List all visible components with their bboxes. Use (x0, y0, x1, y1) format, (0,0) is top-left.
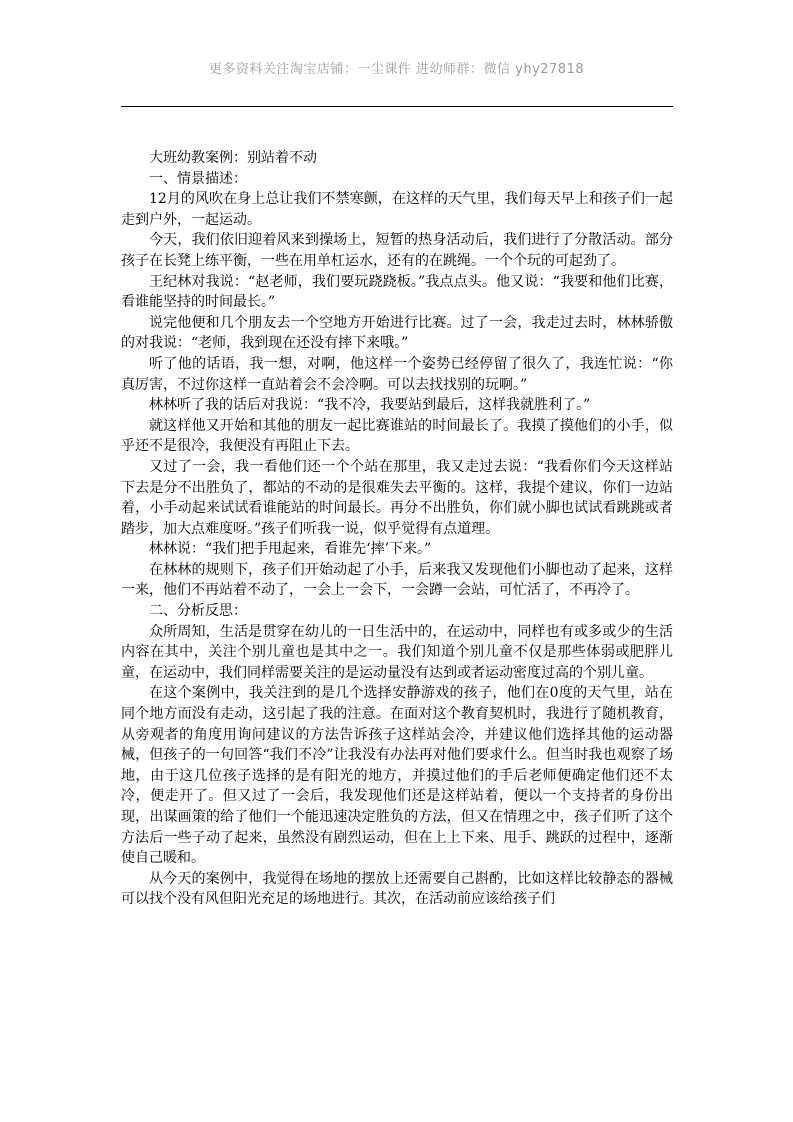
paragraph: 林林听了我的话后对我说：“我不冷，我要站到最后，这样我就胜利了。” (149, 397, 591, 414)
paragraph: 王纪林对我说：“赵老师，我们要玩跷跷板。”我点点头。他又说：“我要和他们比赛，看谁能坚持的时间最长。” (121, 273, 673, 311)
paragraph: 在林林的规则下，孩子们开始动起了小手，后来我又发现他们小脚也动了起来，这样一来，他们不再站着不动了，一会上一会下，一会蹲一会站，可忙活了，不再冷了。 (121, 561, 673, 599)
section-heading: 二、分析反思： (149, 603, 247, 620)
paragraph: 众所周知，生活是贯穿在幼儿的一日生活中的，在运动中，同样也有或多或少的生活内容在其中，关注个别儿童也是其中之一。我们知道个别儿童不仅是那些体弱或肥胖儿童，在运动中，我们同样需要关注的是运动量没有达到或者运动密度过高的个别儿童。 (121, 623, 673, 681)
paragraph: 在这个案例中，我关注到的是几个选择安静游戏的孩子，他们在0度的天气里，站在同个地方而没有走动，这引起了我的注意。在面对这个教育契机时，我进行了随机教育，从旁观者的角度用询问建议的方法告诉孩子这样站会冷，并建议他们选择其他的运动器械，但孩子的一句回答“我们不冷”让我没有办法再对他们要求什么。但当时我也观察了场地，由于这几位孩子选择的是有阳光的地方，并摸过他们的手后老师便确定他们还不太冷，便走开了。但又过了一会后，我发现他们还是这样站着，便以一个支持者的身份出现，出谋画策的给了他们一个能迅速决定胜负的方法，但又在情理之中，孩子们听了这个方法后一些子动了起来，虽然没有剧烈运动，但在上上下来、甩手、跳跃的过程中，逐渐使自己暖和。 (121, 685, 673, 867)
section-heading: 一、情景描述： (149, 170, 247, 187)
header-divider (121, 106, 673, 107)
paragraph: 就这样他又开始和其他的朋友一起比赛谁站的时间最长了。我摸了摸他们的小手，似乎还不是很冷，我便没有再阻止下去。 (121, 417, 673, 455)
paragraph: 听了他的话语，我一想，对啊，他这样一个姿势已经停留了很久了，我连忙说：“你真厉害，不过你这样一直站着会不会冷啊。可以去找找别的玩啊。” (121, 355, 673, 393)
paragraph: 说完他便和几个朋友去一个空地方开始进行比赛。过了一会，我走过去时，林林骄傲的对我说：“老师，我到现在还没有摔下来哦。” (121, 314, 673, 352)
paragraph: 又过了一会，我一看他们还一个个站在那里，我又走过去说：“我看你们今天这样站下去是分不出胜负了，都站的不动的是很难失去平衡的。这样，我提个建议，你们一边站着，小手动起来试试看谁能站的时间最长。再分不出胜负，你们就小脚也试试看跳跳或者踏步，加大点难度呀。”孩子们听我一说，似乎觉得有点道理。 (121, 458, 673, 537)
document-body (121, 148, 673, 910)
paragraph: 林林说：“我们把手甩起来，看谁先‘摔’下来。” (149, 541, 432, 558)
document-title: 大班幼教案例：别站着不动 (149, 150, 317, 166)
page-header: 更多资料关注淘宝店铺：一尘课件 进幼师群：微信 yhy27818 (208, 62, 585, 77)
paragraph: 12月的风吹在身上总让我们不禁寒颤，在这样的天气里，我们每天早上和孩子们一起走到户外，一起运动。 (121, 191, 673, 228)
paragraph: 从今天的案例中，我觉得在场地的摆放上还需要自己斟酌，比如这样比较静态的器械可以找个没有风但阳光充足的场地进行。其次，在活动前应该给孩子们 (121, 870, 673, 908)
paragraph: 今天，我们依旧迎着风来到操场上，短暂的热身活动后，我们进行了分散活动。部分孩子在长凳上练平衡，一些在用单杠运水，还有的在跳绳。一个个玩的可起劲了。 (121, 232, 673, 269)
